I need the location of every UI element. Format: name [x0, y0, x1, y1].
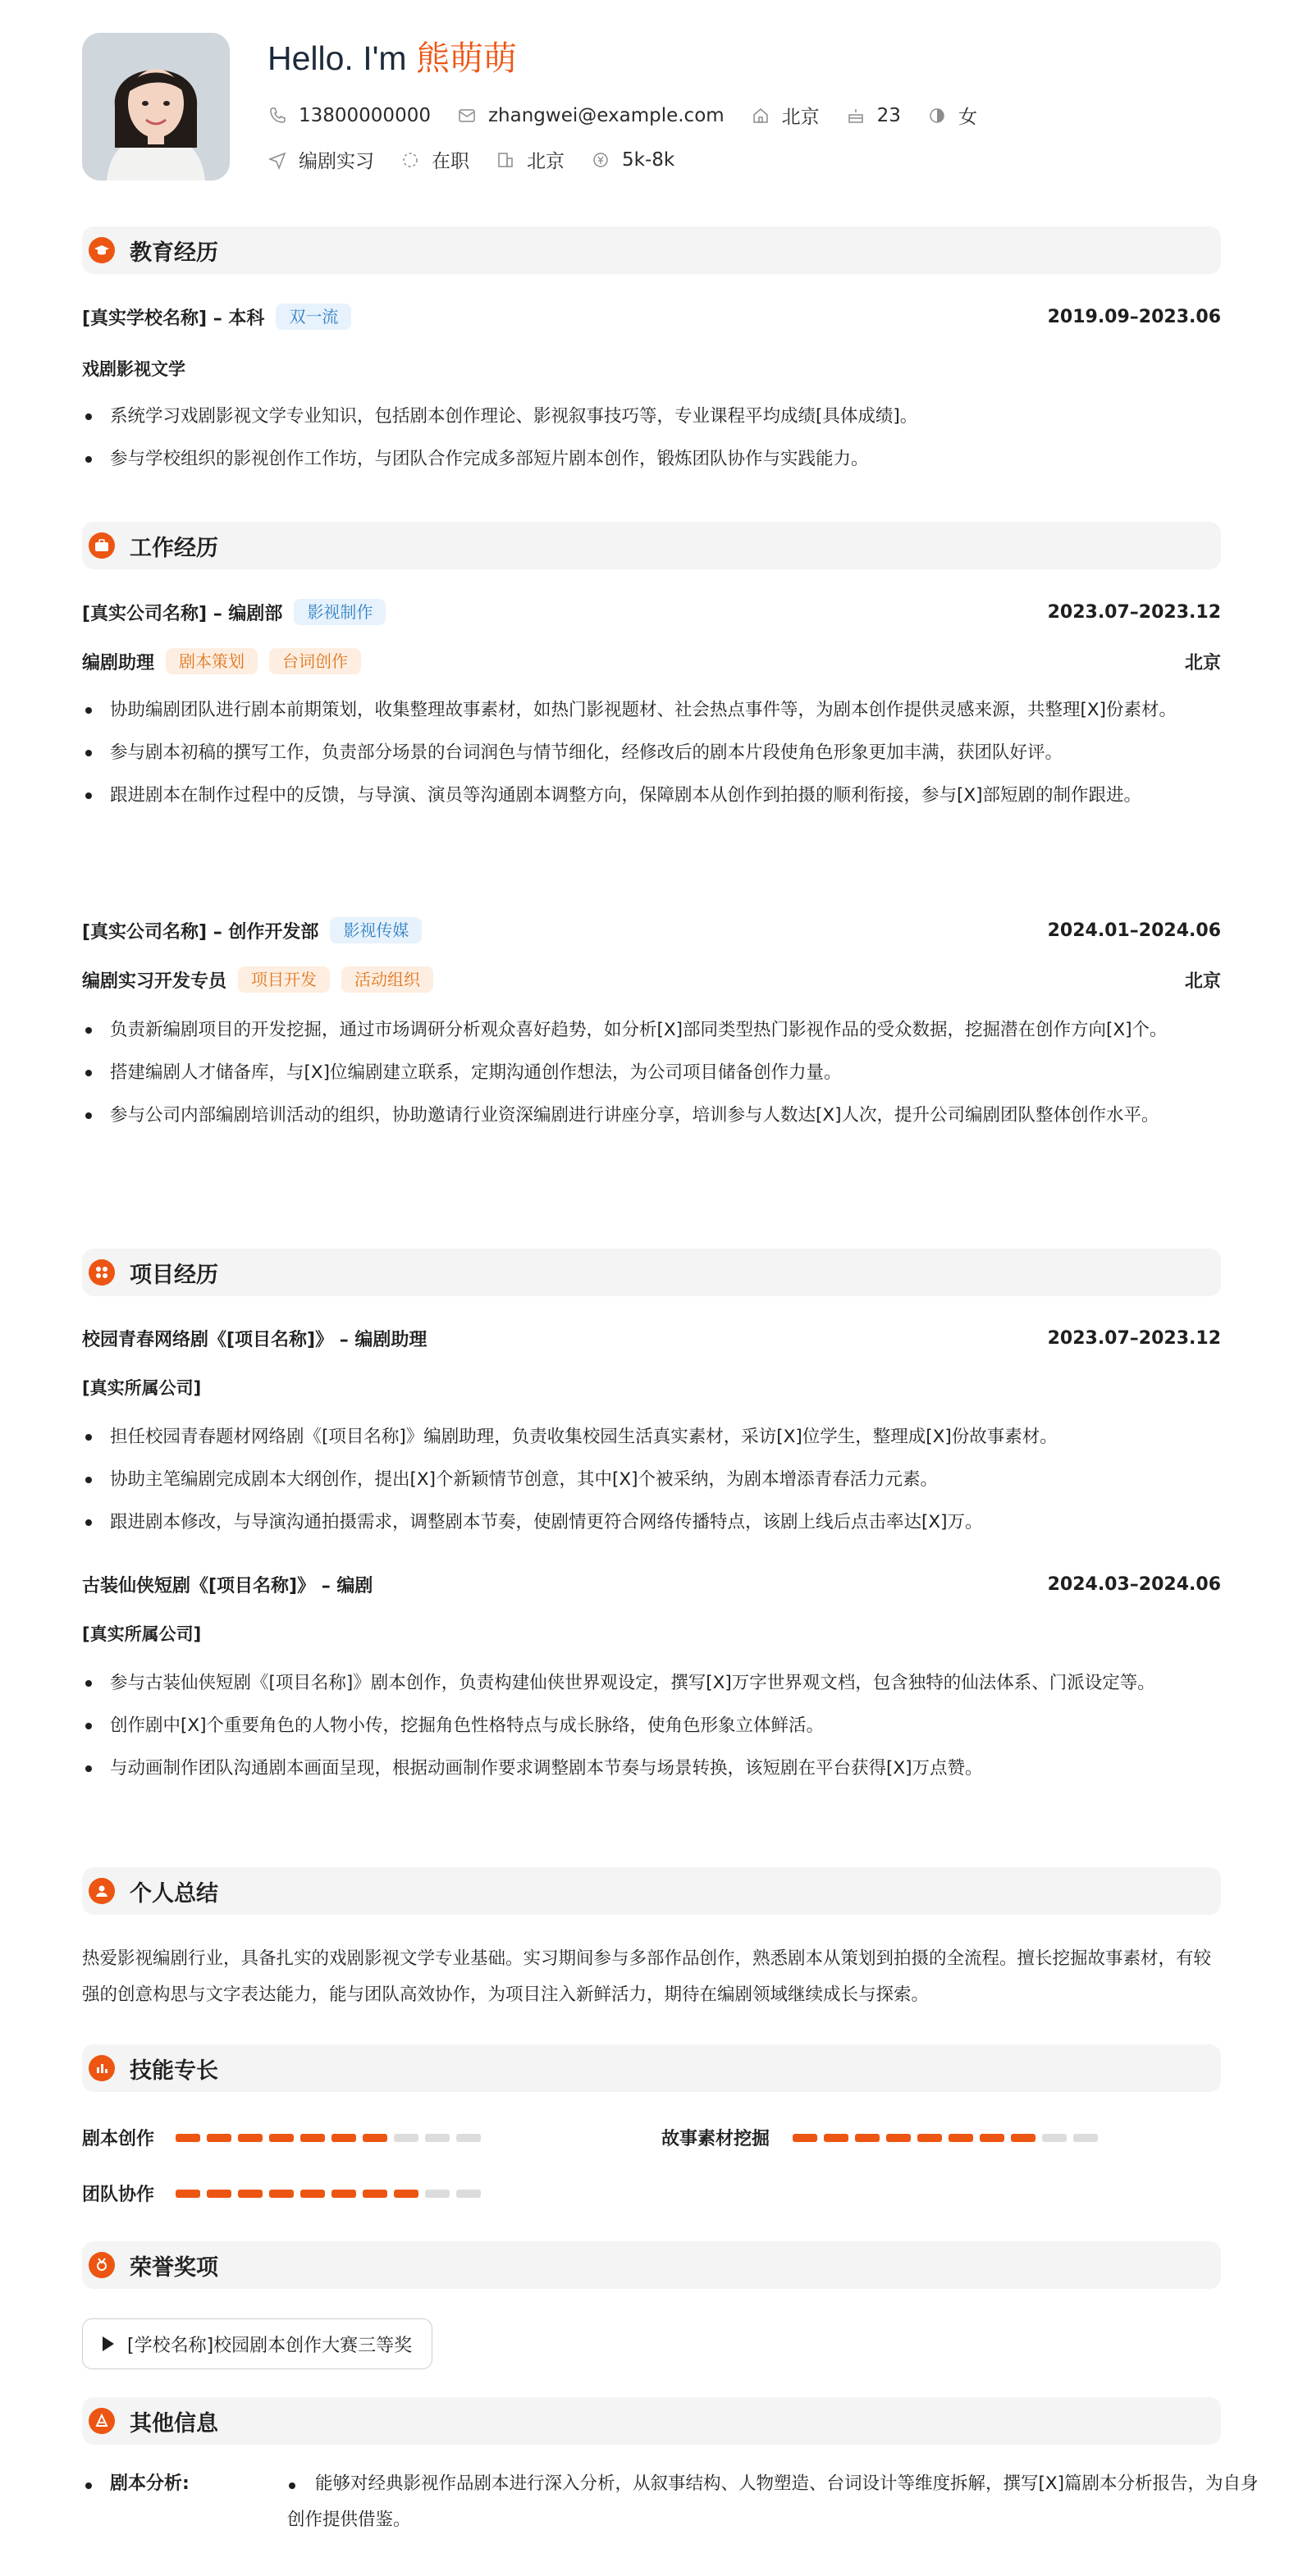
summary-text: 热爱影视编剧行业，具备扎实的戏剧影视文学专业基础。实习期间参与多部作品创作，熟悉剧本从策划到拍摄的全流程。擅长挖掘故事素材，有较强的创意构思与文字表达能力，能与团队高效协作，为项目注入新鲜活力，期待在编剧领域继续成长与探索。 — [82, 1948, 1212, 2005]
list-item: 协助编剧团队进行剧本前期策划，收集整理故事素材，如热门影视题材、社会热点事件等，为剧本创作提供灵感来源，共整理[X]份素材。 — [82, 692, 1221, 728]
work-company-row-1 — [82, 599, 1221, 625]
project-row-2 — [82, 1572, 1221, 1597]
grid-icon — [89, 1259, 115, 1286]
play-icon — [103, 2336, 114, 2351]
loading-icon — [400, 150, 420, 170]
project-bullets-1 — [82, 1419, 1221, 1547]
major-row — [82, 356, 1221, 381]
phone-item — [267, 105, 431, 126]
project-title: 项目经历 — [130, 1262, 218, 1288]
money-icon — [591, 150, 610, 170]
skill-segment — [855, 2134, 880, 2142]
skill-segment — [1042, 2134, 1067, 2142]
target-city-item — [496, 146, 565, 173]
work-title: 工作经历 — [130, 535, 218, 561]
age-text: 23 — [876, 104, 901, 126]
list-item: 跟进剧本修改，与导演沟通拍摄需求，调整剧本节奏，使剧情更符合网络传播特点，该剧上线后点击率达[X]万。 — [82, 1505, 1221, 1541]
skill-name: 团队协作 — [82, 2185, 155, 2205]
skill-name: 故事素材挖掘 — [661, 2129, 770, 2149]
skill-segment — [300, 2134, 325, 2142]
industry-tag: 影视制作 — [294, 599, 386, 625]
other-section-header — [82, 2397, 1221, 2445]
home-icon — [751, 106, 770, 126]
skill-row — [82, 2181, 487, 2206]
skill-segment — [207, 2134, 231, 2142]
role-tag: 台词创作 — [269, 648, 361, 674]
skills-section-header — [82, 2044, 1221, 2092]
graduation-cap-icon — [89, 237, 115, 263]
email-item — [457, 105, 725, 126]
award-text: [学校名称]校园剧本创作大赛三等奖 — [127, 2335, 413, 2356]
work-role-row-1 — [82, 648, 1221, 674]
list-item: 协助主笔编剧完成剧本大纲创作，提出[X]个新颖情节创意，其中[X]个被采纳，为剧本增添青春活力元素。 — [82, 1462, 1221, 1498]
work-bullets-1 — [82, 692, 1221, 820]
skill-segment — [917, 2134, 942, 2142]
target-city-text: 北京 — [527, 151, 565, 172]
skill-segment — [238, 2190, 263, 2198]
work-bullets-2 — [82, 1012, 1221, 1140]
project-name: 古装仙侠短剧《[项目名称]》 – 编剧 — [82, 1576, 373, 1596]
phone-icon — [267, 106, 287, 126]
list-item: 搭建编剧人才储备库，与[X]位编剧建立联系，定期沟通创作想法，为公司项目储备创作力量。 — [82, 1055, 1221, 1091]
age-item — [846, 105, 901, 126]
list-item: 系统学习戏剧影视文学专业知识，包括剧本创作理论、影视叙事技巧等，专业课程平均成绩[具体成绩]。 — [82, 399, 1221, 435]
skills-title: 技能专长 — [130, 2058, 218, 2084]
skill-row — [82, 2125, 487, 2150]
intent-row — [267, 146, 701, 173]
project-section-header — [82, 1249, 1221, 1296]
education-row — [82, 304, 1221, 330]
salary-text: 5k-8k — [622, 148, 675, 171]
info-icon — [89, 2408, 115, 2434]
skill-segment — [269, 2190, 294, 2198]
list-item: 跟进剧本在制作过程中的反馈，与导演、演员等沟通剧本调整方向，保障剧本从创作到拍摄的顺利衔接，参与[X]部短剧的制作跟进。 — [82, 778, 1221, 814]
skill-level-bar — [176, 2190, 487, 2198]
summary-section-header — [82, 1867, 1221, 1915]
skill-segment — [269, 2134, 294, 2142]
skill-segment — [886, 2134, 911, 2142]
skill-segment — [394, 2190, 418, 2198]
phone-text: 13800000000 — [299, 104, 431, 126]
other-label: 剧本分析: — [110, 2473, 190, 2494]
list-item: 担任校园青春题材网络剧《[项目名称]》编剧助理，负责收集校园生活真实素材，采访[X]位学生，整理成[X]份故事素材。 — [82, 1419, 1221, 1455]
skill-segment — [363, 2134, 387, 2142]
skill-segment — [176, 2190, 200, 2198]
skill-segment — [331, 2134, 356, 2142]
skill-segment — [331, 2190, 356, 2198]
work-role-row-2 — [82, 966, 1221, 993]
skill-segment — [949, 2134, 973, 2142]
list-item: 参与剧本初稿的撰写工作，负责部分场景的台词润色与情节细化，经修改后的剧本片段使角色形象更加丰满，获团队好评。 — [82, 735, 1221, 771]
education-period: 2019.09–2023.06 — [1047, 306, 1221, 327]
work-period: 2024.01–2024.06 — [1047, 920, 1221, 941]
skill-segment — [980, 2134, 1004, 2142]
list-item: 参与学校组织的影视创作工作坊，与团队合作完成多部短片剧本创作，锻炼团队协作与实践能力。 — [82, 441, 1221, 477]
work-section-header — [82, 522, 1221, 569]
gender-item — [927, 102, 977, 129]
cake-icon — [846, 106, 866, 126]
project-row-1 — [82, 1326, 1221, 1351]
other-title: 其他信息 — [130, 2410, 218, 2437]
list-item: 参与公司内部编剧培训活动的组织，协助邀请行业资深编剧进行讲座分享，培训参与人数达[X]人次，提升公司编剧团队整体创作水平。 — [82, 1098, 1221, 1134]
skill-segment — [238, 2134, 263, 2142]
email-text: zhangwei@example.com — [487, 104, 725, 126]
job-intent-item — [267, 146, 374, 173]
greeting-text: Hello. I'm — [267, 39, 407, 77]
person-icon — [89, 1878, 115, 1904]
project-period: 2024.03–2024.06 — [1047, 1574, 1221, 1595]
candidate-name: 熊萌萌 — [416, 39, 517, 77]
skill-segment — [363, 2190, 387, 2198]
work-period: 2023.07–2023.12 — [1047, 601, 1221, 623]
skill-segment — [425, 2134, 450, 2142]
briefcase-icon — [89, 532, 115, 559]
role-tag: 剧本策划 — [166, 648, 258, 674]
skill-level-bar — [793, 2134, 1104, 2142]
industry-tag: 影视传媒 — [330, 917, 422, 943]
skill-row — [661, 2125, 1104, 2150]
list-item: 负责新编剧项目的开发挖掘，通过市场调研分析观众喜好趋势，如分析[X]部同类型热门影视作品的受众数据，挖掘潜在创作方向[X]个。 — [82, 1012, 1221, 1048]
skill-level-bar — [176, 2134, 487, 2142]
salary-item — [591, 149, 674, 171]
company-name: [真实公司名称] – 创作开发部 — [82, 921, 319, 943]
gender-text: 女 — [958, 107, 977, 128]
education-section-header — [82, 226, 1221, 274]
education-bullets — [82, 399, 1221, 484]
skill-segment — [425, 2190, 450, 2198]
project-period: 2023.07–2023.12 — [1047, 1328, 1221, 1349]
gender-icon — [927, 106, 947, 126]
award-item[interactable] — [82, 2318, 432, 2369]
role-tag: 活动组织 — [341, 966, 433, 993]
list-item: 参与古装仙侠短剧《[项目名称]》剧本创作，负责构建仙侠世界观设定，撰写[X]万字世界观文档，包含独特的仙法体系、门派设定等。 — [82, 1665, 1221, 1701]
skill-segment — [176, 2134, 200, 2142]
education-title: 教育经历 — [130, 240, 218, 266]
school-tag: 双一流 — [276, 304, 351, 330]
list-item: 创作剧中[X]个重要角色的人物小传，挖掘角色性格特点与成长脉络，使角色形象立体鲜活。 — [82, 1708, 1221, 1744]
skill-segment — [1011, 2134, 1036, 2142]
avatar — [82, 33, 230, 180]
role-name: 编剧助理 — [82, 652, 155, 674]
skill-segment — [824, 2134, 848, 2142]
status-text: 在职 — [432, 151, 469, 172]
role-name: 编剧实习开发专员 — [82, 971, 227, 992]
job-intent-text: 编剧实习 — [299, 151, 374, 172]
list-item: 与动画制作团队沟通剧本画面呈现，根据动画制作要求调整剧本节奏与场景转换，该短剧在平台获得[X]万点赞。 — [82, 1751, 1221, 1787]
company-name: [真实公司名称] – 编剧部 — [82, 603, 283, 624]
skill-name: 剧本创作 — [82, 2129, 155, 2149]
greeting-title — [267, 31, 517, 80]
skill-segment — [793, 2134, 817, 2142]
project-company-row-2 — [82, 1621, 1221, 1646]
project-name: 校园青春网络剧《[项目名称]》 – 编剧助理 — [82, 1330, 427, 1350]
work-company-row-2 — [82, 917, 1221, 943]
chart-icon — [89, 2055, 115, 2081]
project-company: [真实所属公司] — [82, 1378, 202, 1398]
skill-segment — [456, 2190, 481, 2198]
city-text: 北京 — [781, 107, 820, 128]
mail-icon — [457, 106, 477, 126]
work-city: 北京 — [1184, 652, 1221, 674]
skill-segment — [394, 2134, 418, 2142]
other-text: 能够对经典影视作品剧本进行深入分析，从叙事结构、人物塑造、台词设计等维度拆解，撰写[X]篇剧本分析报告，为自身创作提供借鉴。 — [287, 2473, 1259, 2530]
awards-section-header — [82, 2241, 1221, 2289]
contact-row — [267, 102, 1004, 129]
building-icon — [496, 150, 515, 170]
work-city: 北京 — [1184, 971, 1221, 992]
project-company: [真实所属公司] — [82, 1624, 202, 1644]
role-tag: 项目开发 — [238, 966, 330, 993]
status-item — [400, 146, 469, 173]
project-company-row-1 — [82, 1375, 1221, 1400]
major-text: 戏剧影视文学 — [82, 359, 185, 379]
medal-icon — [89, 2252, 115, 2278]
send-icon — [267, 150, 287, 170]
summary-title: 个人总结 — [130, 1880, 218, 1907]
awards-title: 荣誉奖项 — [130, 2254, 218, 2281]
project-bullets-2 — [82, 1665, 1221, 1793]
skill-segment — [300, 2190, 325, 2198]
school-name: [真实学校名称] – 本科 — [82, 308, 265, 329]
skill-segment — [456, 2134, 481, 2142]
city-item — [751, 102, 820, 129]
bullet-dot — [85, 2482, 92, 2489]
skill-segment — [207, 2190, 231, 2198]
skill-segment — [1073, 2134, 1098, 2142]
